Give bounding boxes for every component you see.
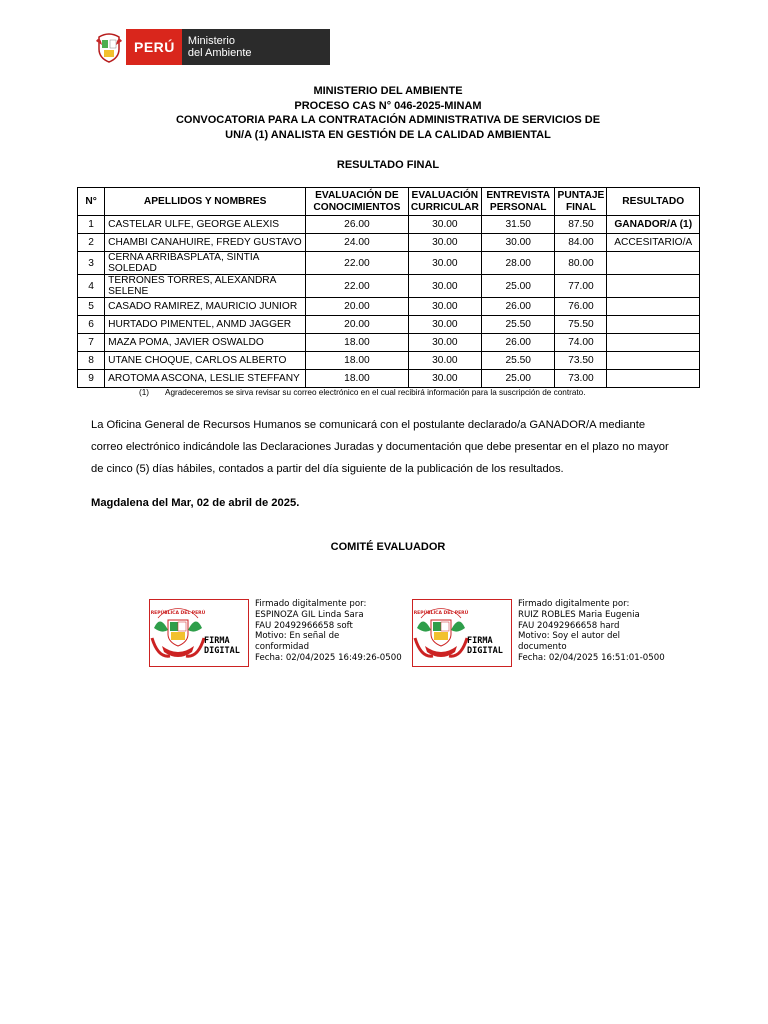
header-curricular: EVALUACIÓN CURRICULAR <box>408 188 481 216</box>
footnote <box>139 388 586 397</box>
cell-name: CERNA ARRIBASPLATA, SINTIA SOLEDAD <box>105 252 306 275</box>
cell-curricular: 30.00 <box>408 234 481 252</box>
digital-signature-seal <box>149 599 249 667</box>
cell-knowledge: 18.00 <box>306 334 409 352</box>
logo-ministry <box>182 29 330 65</box>
cell-result: ACCESITARIO/A <box>607 234 700 252</box>
table-body <box>78 216 700 388</box>
cell-final-score: 84.00 <box>555 234 607 252</box>
header-num: N° <box>78 188 105 216</box>
body-line-1: La Oficina General de Recursos Humanos se comunicará con el postulante declarado/a GANADOR/A mediante <box>91 419 646 431</box>
document-title <box>0 84 768 142</box>
footnote-text: Agradeceremos se sirva revisar su correo electrónico en el cual recibirá información para la suscripción de contrato. <box>165 388 586 397</box>
signature-info <box>518 599 665 664</box>
title-line-1: MINISTERIO DEL AMBIENTE <box>313 85 463 97</box>
cell-knowledge: 26.00 <box>306 216 409 234</box>
cell-knowledge: 22.00 <box>306 252 409 275</box>
signature-line: Motivo: En señal de <box>255 631 340 642</box>
cell-result <box>607 275 700 298</box>
table-row <box>78 316 700 334</box>
cell-final-score: 74.00 <box>555 334 607 352</box>
cell-result <box>607 298 700 316</box>
cell-curricular: 30.00 <box>408 352 481 370</box>
table-row <box>78 275 700 298</box>
cell-interview: 30.00 <box>482 234 555 252</box>
cell-interview: 31.50 <box>482 216 555 234</box>
cell-result <box>607 334 700 352</box>
cell-num: 9 <box>78 370 105 388</box>
cell-interview: 25.50 <box>482 316 555 334</box>
date-line: Magdalena del Mar, 02 de abril de 2025. <box>91 497 300 509</box>
signature-line: FAU 20492966658 soft <box>255 620 353 631</box>
table-row <box>78 298 700 316</box>
digital-signature-seal <box>412 599 512 667</box>
cell-name: MAZA POMA, JAVIER OSWALDO <box>105 334 306 352</box>
cell-knowledge: 18.00 <box>306 370 409 388</box>
cell-final-score: 76.00 <box>555 298 607 316</box>
cell-curricular: 30.00 <box>408 252 481 275</box>
footnote-marker: (1) <box>139 388 150 397</box>
cell-name: CASTELAR ULFE, GEORGE ALEXIS <box>105 216 306 234</box>
cell-num: 1 <box>78 216 105 234</box>
title-line-4: UN/A (1) ANALISTA EN GESTIÓN DE LA CALIDAD AMBIENTAL <box>225 128 551 141</box>
cell-knowledge: 22.00 <box>306 275 409 298</box>
table-row <box>78 252 700 275</box>
title-line-2: PROCESO CAS N° 046-2025-MINAM <box>294 99 482 112</box>
cell-final-score: 87.50 <box>555 216 607 234</box>
table-row <box>78 370 700 388</box>
seal-label: FIRMA DIGITAL <box>204 636 240 656</box>
table-row <box>78 216 700 234</box>
header-interview: ENTREVISTA PERSONAL <box>482 188 555 216</box>
table-row <box>78 352 700 370</box>
cell-curricular: 30.00 <box>408 370 481 388</box>
signature-line: Firmado digitalmente por: <box>518 599 630 609</box>
cell-curricular: 30.00 <box>408 216 481 234</box>
cell-final-score: 77.00 <box>555 275 607 298</box>
cell-curricular: 30.00 <box>408 298 481 316</box>
cell-final-score: 75.50 <box>555 316 607 334</box>
cell-result <box>607 352 700 370</box>
result-heading: RESULTADO FINAL <box>336 159 440 171</box>
cell-knowledge: 20.00 <box>306 298 409 316</box>
logo-country: PERÚ <box>126 29 182 65</box>
cell-curricular: 30.00 <box>408 316 481 334</box>
cell-num: 7 <box>78 334 105 352</box>
body-line-3: de cinco (5) días hábiles, contados a partir del día siguiente de la publicación de los resultados. <box>91 463 564 475</box>
cell-final-score: 80.00 <box>555 252 607 275</box>
cell-knowledge: 20.00 <box>306 316 409 334</box>
cell-interview: 28.00 <box>482 252 555 275</box>
signature-date: Fecha: 02/04/2025 16:49:26-0500 <box>255 652 402 663</box>
cell-knowledge: 18.00 <box>306 352 409 370</box>
header-result: RESULTADO <box>607 188 700 216</box>
cell-interview: 26.00 <box>482 298 555 316</box>
cell-interview: 26.00 <box>482 334 555 352</box>
table-header-row <box>78 188 700 216</box>
cell-num: 2 <box>78 234 105 252</box>
cell-result <box>607 316 700 334</box>
header-knowledge: EVALUACIÓN DE CONOCIMIENTOS <box>306 188 409 216</box>
cell-final-score: 73.00 <box>555 370 607 388</box>
cell-num: 3 <box>78 252 105 275</box>
signature-info <box>255 599 402 664</box>
cell-num: 4 <box>78 275 105 298</box>
signature-line: Firmado digitalmente por: <box>255 599 367 609</box>
cell-result: GANADOR/A (1) <box>607 216 700 234</box>
cell-name: TERRONES TORRES, ALEXANDRA SELENE <box>105 275 306 298</box>
signature-line: Motivo: Soy el autor del <box>518 631 621 642</box>
cell-interview: 25.00 <box>482 275 555 298</box>
digital-signature-2 <box>412 599 665 671</box>
cell-curricular: 30.00 <box>408 275 481 298</box>
logo-ministry-line2: del Ambiente <box>187 47 252 59</box>
title-line-3: CONVOCATORIA PARA LA CONTRATACIÓN ADMINISTRATIVA DE SERVICIOS DE <box>175 114 601 126</box>
table-row <box>78 234 700 252</box>
header-final-score: PUNTAJE FINAL <box>555 188 607 216</box>
cell-interview: 25.00 <box>482 370 555 388</box>
seal-top-text: REPÚBLICA DEL PERÚ <box>150 611 206 616</box>
digital-signature-1 <box>149 599 402 671</box>
cell-curricular: 30.00 <box>408 334 481 352</box>
signature-line: FAU 20492966658 hard <box>518 620 620 631</box>
cell-result <box>607 252 700 275</box>
table-row <box>78 334 700 352</box>
body-paragraph <box>91 414 711 480</box>
cell-num: 5 <box>78 298 105 316</box>
ministry-logo <box>96 28 330 66</box>
cell-knowledge: 24.00 <box>306 234 409 252</box>
cell-interview: 25.50 <box>482 352 555 370</box>
cell-num: 6 <box>78 316 105 334</box>
cell-name: CHAMBI CANAHUIRE, FREDY GUSTAVO <box>105 234 306 252</box>
cell-name: HURTADO PIMENTEL, ANMD JAGGER <box>105 316 306 334</box>
cell-result <box>607 370 700 388</box>
signer-name: ESPINOZA GIL Linda Sara <box>255 609 364 620</box>
committee-heading: COMITÉ EVALUADOR <box>330 541 446 553</box>
cell-name: AROTOMA ASCONA, LESLIE STEFFANY <box>105 370 306 388</box>
cell-num: 8 <box>78 352 105 370</box>
peru-seal-icon <box>413 600 511 666</box>
signer-name: RUIZ ROBLES Maria Eugenia <box>518 609 640 620</box>
seal-label: FIRMA DIGITAL <box>467 636 503 656</box>
header-name: APELLIDOS Y NOMBRES <box>105 188 306 216</box>
cell-name: CASADO RAMIREZ, MAURICIO JUNIOR <box>105 298 306 316</box>
logo-ministry-line1: Ministerio <box>187 35 235 47</box>
peru-seal-icon <box>150 600 248 666</box>
cell-name: UTANE CHOQUE, CARLOS ALBERTO <box>105 352 306 370</box>
signature-date: Fecha: 02/04/2025 16:51:01-0500 <box>518 652 665 663</box>
seal-top-text: REPÚBLICA DEL PERÚ <box>413 611 469 616</box>
coat-of-arms-icon <box>96 31 122 63</box>
results-table <box>77 187 700 388</box>
body-line-2: correo electrónico indicándole las Declaraciones Juradas y documentación que debe presentar en el plazo no mayor <box>91 441 669 453</box>
signature-line: conformidad <box>255 642 310 653</box>
signature-line: documento <box>518 642 567 653</box>
cell-final-score: 73.50 <box>555 352 607 370</box>
